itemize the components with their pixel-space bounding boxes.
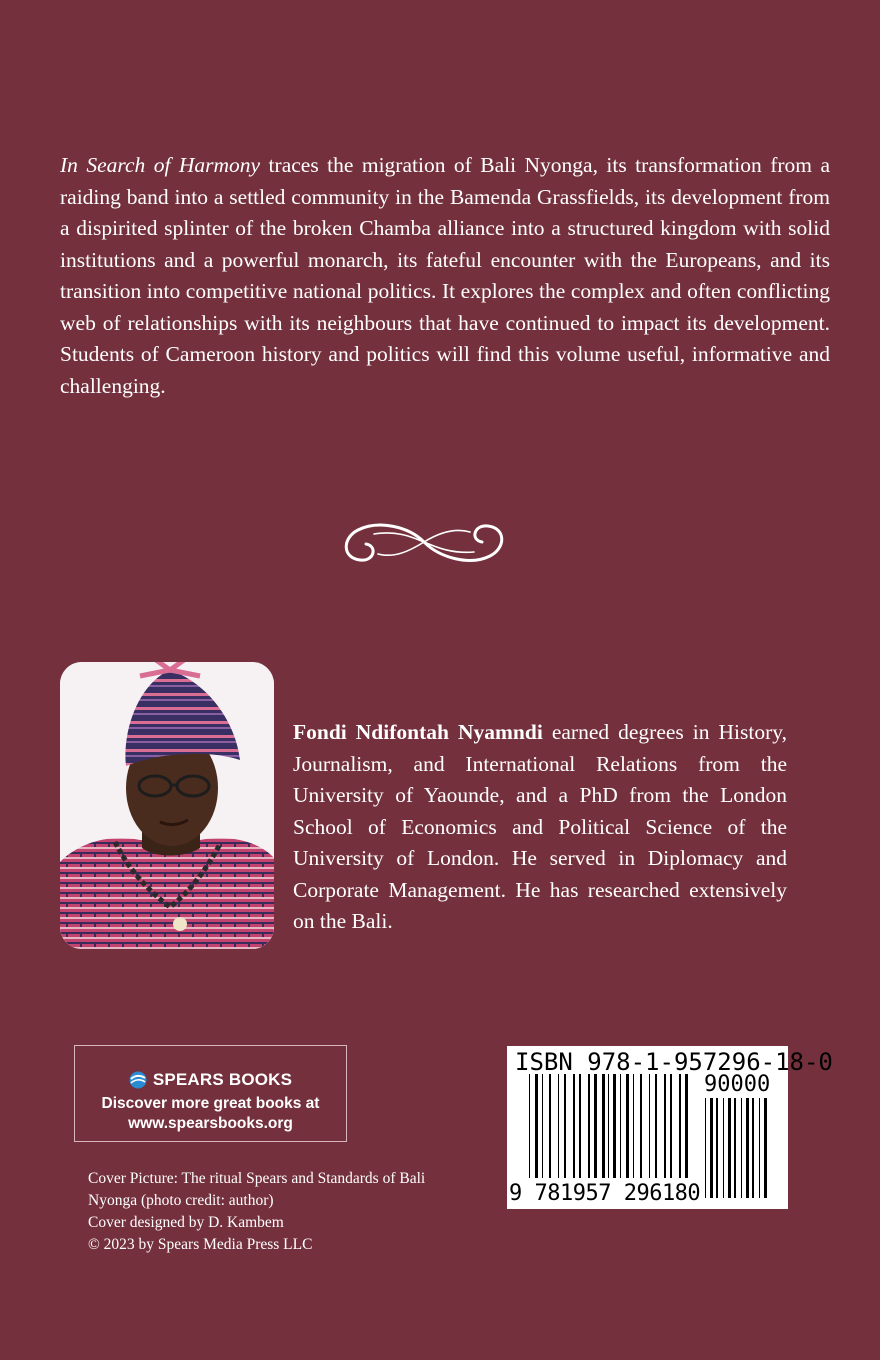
credit-line: Cover designed by D. Kambem: [88, 1214, 284, 1231]
barcode-bar: [535, 1074, 538, 1178]
barcode-bar: [626, 1074, 629, 1178]
barcode-bar: [685, 1074, 688, 1178]
publisher-box: [74, 1045, 347, 1142]
barcode-bar: [529, 1074, 530, 1178]
barcode-bar: [602, 1074, 605, 1178]
barcode-bar: [716, 1098, 718, 1198]
barcode-bar: [608, 1074, 609, 1178]
barcode-bar: [710, 1098, 713, 1198]
author-bio-text: earned degrees in History, Journalism, and International Relations from the University of Yaounde, and a PhD from the London School of Economics and Political Science of the University of London. He served in Diplomacy and Corporate Management. He has researched extensively on the Bali.: [293, 720, 787, 933]
barcode-bar: [752, 1098, 754, 1198]
publisher-logo-icon: [129, 1071, 147, 1089]
publisher-tagline-line1: Discover more great books at: [101, 1095, 320, 1112]
barcode-bar: [741, 1098, 742, 1198]
barcode-bar: [564, 1074, 566, 1178]
barcode-bar: [594, 1074, 597, 1178]
barcode-bar: [649, 1074, 650, 1178]
barcode-bar: [620, 1074, 621, 1178]
barcode-bar: [579, 1074, 581, 1178]
barcode-bar: [670, 1074, 672, 1178]
barcode-bar: [613, 1074, 616, 1178]
barcode-bar: [764, 1098, 767, 1198]
book-description: [60, 150, 830, 402]
publisher-name: SPEARS BOOKS: [152, 1070, 293, 1089]
copyright-line: © 2023 by Spears Media Press LLC: [88, 1236, 313, 1253]
publisher-website: www.spearsbooks.org: [128, 1115, 293, 1132]
price-code: 90000: [704, 1072, 771, 1097]
barcode-bar: [633, 1074, 634, 1178]
barcode-bar: [723, 1098, 724, 1198]
publisher-tagline: [75, 1094, 346, 1134]
description-text: traces the migration of Bali Nyonga, its transformation from a raiding band into a settled community in the Bamenda Grassfields, its development from a dispirited splinter of the broken Chamba alliance into a structured kingdom with solid institutions and a powerful monarch, its fateful encounter with the Europeans, and its transition into competitive national politics. It explores the complex and often conflicting web of relationships with its neighbours that have continued to impact its development. Students of Cameroon history and politics will find this volume useful, informative and challenging.: [60, 153, 830, 398]
ean-digits: 9 781957 296180: [509, 1181, 701, 1206]
flourish-ornament: [338, 512, 510, 574]
barcode-bar: [573, 1074, 575, 1178]
isbn-barcode: [507, 1046, 833, 1209]
barcode-bar: [655, 1074, 657, 1178]
barcode-bar: [679, 1074, 681, 1178]
barcode-bar: [734, 1098, 736, 1198]
barcode-bar: [759, 1098, 760, 1198]
publisher-logo: [75, 1070, 346, 1090]
author-photo: [60, 662, 274, 949]
cover-credits: [88, 1168, 488, 1256]
barcode-bar: [640, 1074, 642, 1178]
barcode-bar: [549, 1074, 551, 1178]
isbn-label: ISBN 978-1-957296-18-0: [515, 1048, 833, 1076]
credit-line: Nyonga (photo credit: author): [88, 1192, 274, 1209]
credit-line: Cover Picture: The ritual Spears and Standards of Bali: [88, 1170, 426, 1187]
barcode-bar: [664, 1074, 666, 1178]
author-name: Fondi Ndifontah Nyamndi: [293, 720, 543, 744]
book-title: In Search of Harmony: [60, 153, 261, 177]
barcode-bar: [728, 1098, 731, 1198]
barcode-bar: [746, 1098, 749, 1198]
barcode-bar: [558, 1074, 559, 1178]
barcode-bar: [542, 1074, 543, 1178]
author-bio: [293, 717, 787, 938]
barcode-bar: [588, 1074, 590, 1178]
barcode-bar: [705, 1098, 706, 1198]
